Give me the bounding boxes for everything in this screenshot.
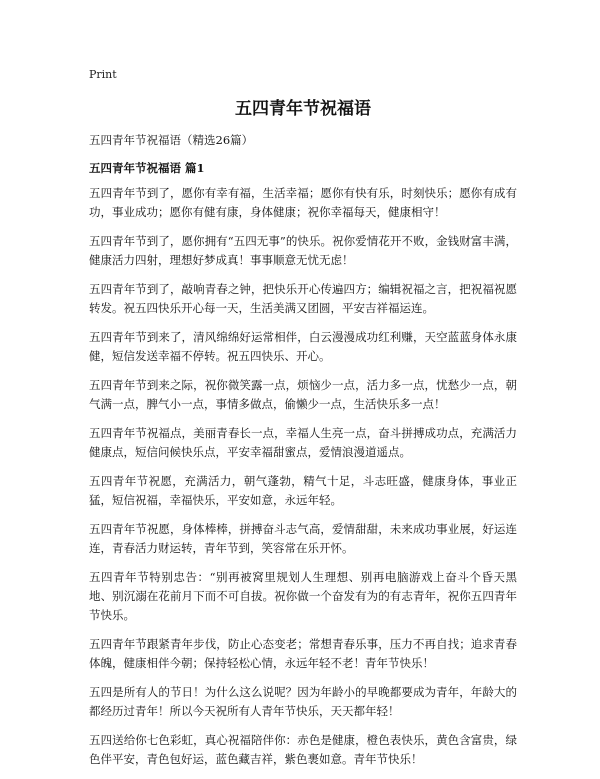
section-heading: 五四青年节祝福语 篇1 — [89, 161, 205, 175]
paragraph-10: 五四青年节跟紧青年步伐，防止心态变老；常想青春乐事，压力不再自找；追求青春体魄，健康相伴今朝；保持轻松心情，永远年轻不老！青年节快乐！ — [89, 637, 517, 670]
paragraph-6: 五四青年节祝福点，美丽青春长一点，幸福人生亮一点，奋斗拼搏成功点，充满活力健康点，短信问候快乐点，平安幸福甜蜜点，爱情浪漫道遥点。 — [89, 426, 517, 459]
page-title: 五四青年节祝福语 — [235, 99, 371, 119]
paragraph-12: 五四送给你七色彩虹，真心祝福陪伴你：赤色是健康，橙色表快乐，黄色含富贵，绿色伴平安，青色包好运，蓝色藏吉祥，紫色裹如意。青年节快乐！ — [89, 733, 517, 766]
paragraph-5: 五四青年节到来之际，祝你微笑露一点，烦恼少一点，活力多一点，忧愁少一点，朝气满一点，脾气小一点，事情多做点，偷懒少一点，生活快乐多一点！ — [89, 378, 517, 411]
paragraph-11: 五四是所有人的节日！为什么这么说呢？因为年龄小的早晚都要成为青年，年龄大的都经历过青年！所以今天祝所有人青年节快乐，天天都年轻！ — [89, 685, 517, 718]
paragraph-1: 五四青年节到了，愿你有幸有福，生活幸福；愿你有快有乐，时刻快乐；愿你有成有功，事业成功；愿你有健有康，身体健康；祝你幸福每天，健康相守！ — [89, 186, 517, 219]
print-link[interactable]: Print — [89, 68, 117, 81]
paragraph-7: 五四青年节祝愿，充满活力，朝气蓬勃，精气十足，斗志旺盛，健康身体，事业正猛，短信祝福，幸福快乐，平安如意，永远年轻。 — [89, 474, 517, 507]
paragraph-8: 五四青年节祝愿，身体棒棒，拼搏奋斗志气高，爱情甜甜，未来成功事业展，好运连连，青春活力财运转，青年节到，笑容常在乐开怀。 — [89, 522, 517, 555]
document-subtitle: 五四青年节祝福语（精选26篇） — [89, 133, 254, 147]
document-page — [89, 68, 517, 779]
paragraph-9: 五四青年节特别忠告：“别再被窝里规划人生理想、别再电脑游戏上奋斗个昏天黑地、别沉溺在花前月下而不可自拔。祝你做一个奋发有为的有志青年，祝你五四青年节快乐。 — [89, 570, 517, 622]
paragraph-2: 五四青年节到了，愿你拥有“五四无事”的快乐。祝你爱情花开不败，金钱财富丰满，健康活力四射，理想好梦成真！事事顺意无忧无虑！ — [89, 234, 517, 267]
paragraph-4: 五四青年节到来了，清风绵绵好运常相伴，白云漫漫成功红利赚，天空蓝蓝身体永康健，短信发送幸福不停转。祝五四快乐、开心。 — [89, 330, 517, 363]
paragraph-3: 五四青年节到了，敲响青春之钟，把快乐开心传遍四方；编辑祝福之言，把祝福祝愿转发。祝五四快乐开心每一天，生活美满又团圆，平安吉祥福运连。 — [89, 282, 517, 315]
